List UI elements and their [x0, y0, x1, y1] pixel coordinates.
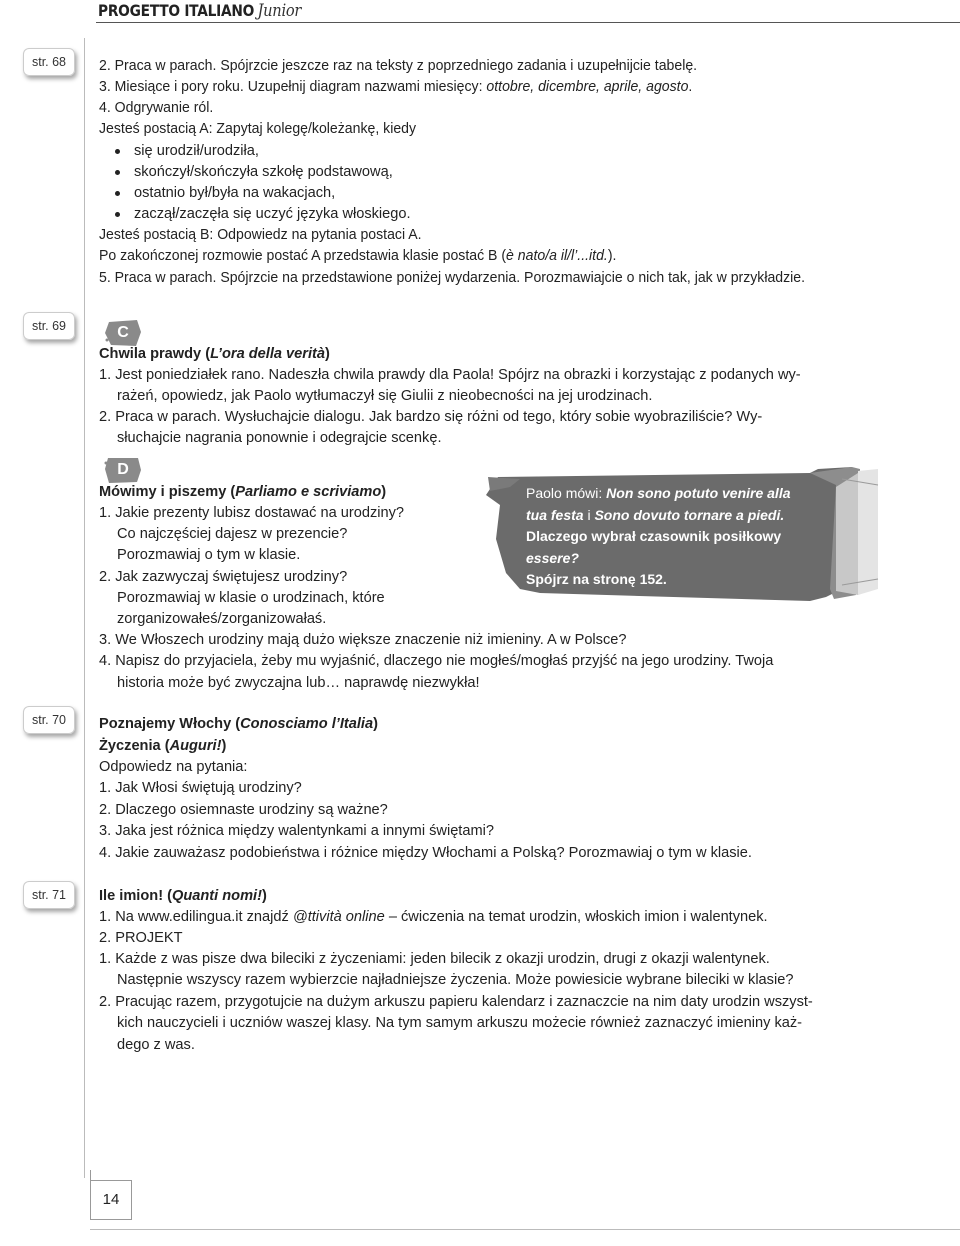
exercise-3: 3. Miesiące i pory roku. Uzupełnij diagram nazwami miesięcy: ottobre, dicembre, aprile, agosto. [99, 79, 693, 95]
s70-question-3: 3. Jaka jest różnica między walentynkami a innymi świętami? [99, 823, 494, 839]
footer-rule-vertical [90, 1170, 91, 1180]
page-number: 14 [90, 1180, 132, 1220]
callout-line-4: essere? [526, 550, 579, 566]
section-d-title: Mówimy i piszemy (Parliamo e scriviamo) [99, 484, 387, 500]
section-70-title: Poznajemy Włochy (Conosciamo l’Italia) [99, 716, 378, 732]
d-exercise-4: 4. Napisz do przyjaciela, żeby mu wyjaśnić, dlaczego nie mogłeś/mogłaś przyjść na jego urodziny. Twoja [99, 653, 774, 669]
callout-line-1: Paolo mówi: Non sono potuto venire alla [526, 485, 791, 501]
d-exercise-1: 1. Jakie prezenty lubisz dostawać na urodziny? [99, 505, 405, 521]
s71-project: 2. PROJEKT [99, 930, 183, 946]
margin-rule [84, 38, 85, 1178]
page-ref-70: str. 70 [23, 706, 75, 734]
grammar-callout [480, 465, 880, 615]
section-badge-d: D [103, 455, 143, 485]
brand-logo [98, 0, 301, 22]
section-badge-c: C [103, 318, 143, 348]
s70-instruction: Odpowiedz na pytania: [99, 759, 248, 775]
footer-rule [90, 1229, 960, 1230]
list-item: skończył/skończyła szkołę podstawową, [115, 162, 393, 183]
page-ref-71: str. 71 [23, 881, 75, 909]
c-exercise-1: 1. Jest poniedziałek rano. Nadeszła chwila prawdy dla Paola! Spójrz na obrazki i korzystając z podanych wy- [99, 367, 801, 383]
exercise-2: 2. Praca w parach. Spójrzcie jeszcze raz na teksty z poprzedniego zadania i uzupełnijcie tabelę. [99, 58, 698, 74]
list-item: zaczął/zaczęła się uczyć języka włoskiego. [115, 204, 411, 225]
brand-sub: Junior [257, 1, 302, 21]
section-c-title: Chwila prawdy (L’ora della verità) [99, 346, 330, 362]
header-rule [96, 22, 960, 23]
page-ref-68: str. 68 [23, 48, 75, 76]
role-summary: Po zakończonej rozmowie postać A przedstawia klasie postać B (è nato/a il/l’...itd.). [99, 248, 617, 264]
s71-project-1-cont: Następnie wszyscy razem wybierzcie najładniejsze życzenia. Może powiesicie wybrane bileciki w klasie? [117, 972, 794, 988]
page-ref-69: str. 69 [23, 312, 75, 340]
d-exercise-3: 3. We Włoszech urodziny mają dużo większe znaczenie niż imieniny. A w Polsce? [99, 632, 627, 648]
exercise-4: 4. Odgrywanie ról. [99, 100, 214, 116]
brand-title: PROGETTO ITALIANO [98, 1, 255, 20]
s71-item-1: 1. Na www.edilingua.it znajdź @ttività online – ćwiczenia na temat urodzin, włoskich imion i walentynek. [99, 909, 768, 925]
list-item: się urodził/urodziła, [115, 141, 259, 162]
callout-line-5: Spójrz na stronę 152. [526, 571, 667, 587]
c-exercise-1-cont: rażeń, opowiedz, jak Paolo wytłumaczył się Giulii z nieobecności na jej urodzinach. [117, 388, 653, 404]
d-exercise-2-cont: Porozmawiaj w klasie o urodzinach, które [117, 590, 385, 606]
s70-question-4: 4. Jakie zauważasz podobieństwa i różnice między Włochami a Polską? Porozmawiaj o tym w klasie. [99, 845, 752, 861]
s71-project-2-cont2: dego z was. [117, 1037, 195, 1053]
exercise-5: 5. Praca w parach. Spójrzcie na przedstawione poniżej wydarzenia. Porozmawiajcie o nich tak, jak w przykładzie. [99, 270, 806, 286]
s71-project-2-cont: kich nauczycieli i uczniów waszej klasy. Na tym samym arkuszu możecie również zaznaczyć imieniny każ- [117, 1015, 803, 1031]
s71-project-2: 2. Pracując razem, przygotujcie na dużym arkuszu papieru kalendarz i zaznaczcie na nim daty urodzin wszyst- [99, 994, 813, 1010]
callout-line-3: Dlaczego wybrał czasownik posiłkowy [526, 528, 782, 544]
list-item: ostatnio był/była na wakacjach, [115, 183, 335, 204]
d-exercise-2-cont2: zorganizowałeś/zorganizowałaś. [117, 611, 327, 627]
c-exercise-2: 2. Praca w parach. Wysłuchajcie dialogu. Jak bardzo się różni od tego, który sobie wyobraziliście? Wy- [99, 409, 763, 425]
callout-line-2: tua festa i Sono dovuto tornare a piedi. [526, 507, 785, 523]
d-exercise-2: 2. Jak zazwyczaj świętujesz urodziny? [99, 569, 348, 585]
role-a-intro: Jesteś postacią A: Zapytaj kolegę/koleżankę, kiedy [99, 121, 417, 137]
page-header [0, 0, 960, 26]
d-exercise-1-cont: Co najczęściej dajesz w prezencie? [117, 526, 348, 542]
c-exercise-2-cont: słuchajcie nagrania ponownie i odegrajcie scenkę. [117, 430, 442, 446]
d-exercise-1-cont2: Porozmawiaj o tym w klasie. [117, 547, 301, 563]
d-exercise-4-cont: historia może być zwyczajna lub… naprawdę niezwykła! [117, 675, 480, 691]
s71-project-1: 1. Każde z was pisze dwa bileciki z życzeniami: jeden bilecik z okazji urodzin, drugi z okazji walentynek. [99, 951, 770, 967]
s70-question-1: 1. Jak Włosi świętują urodziny? [99, 780, 302, 796]
section-70-subtitle: Życzenia (Auguri!) [99, 738, 227, 754]
s70-question-2: 2. Dlaczego osiemnaste urodziny są ważne? [99, 802, 388, 818]
role-b-intro: Jesteś postacią B: Odpowiedz na pytania postaci A. [99, 227, 422, 243]
section-71-title: Ile imion! (Quanti nomi!) [99, 888, 267, 904]
